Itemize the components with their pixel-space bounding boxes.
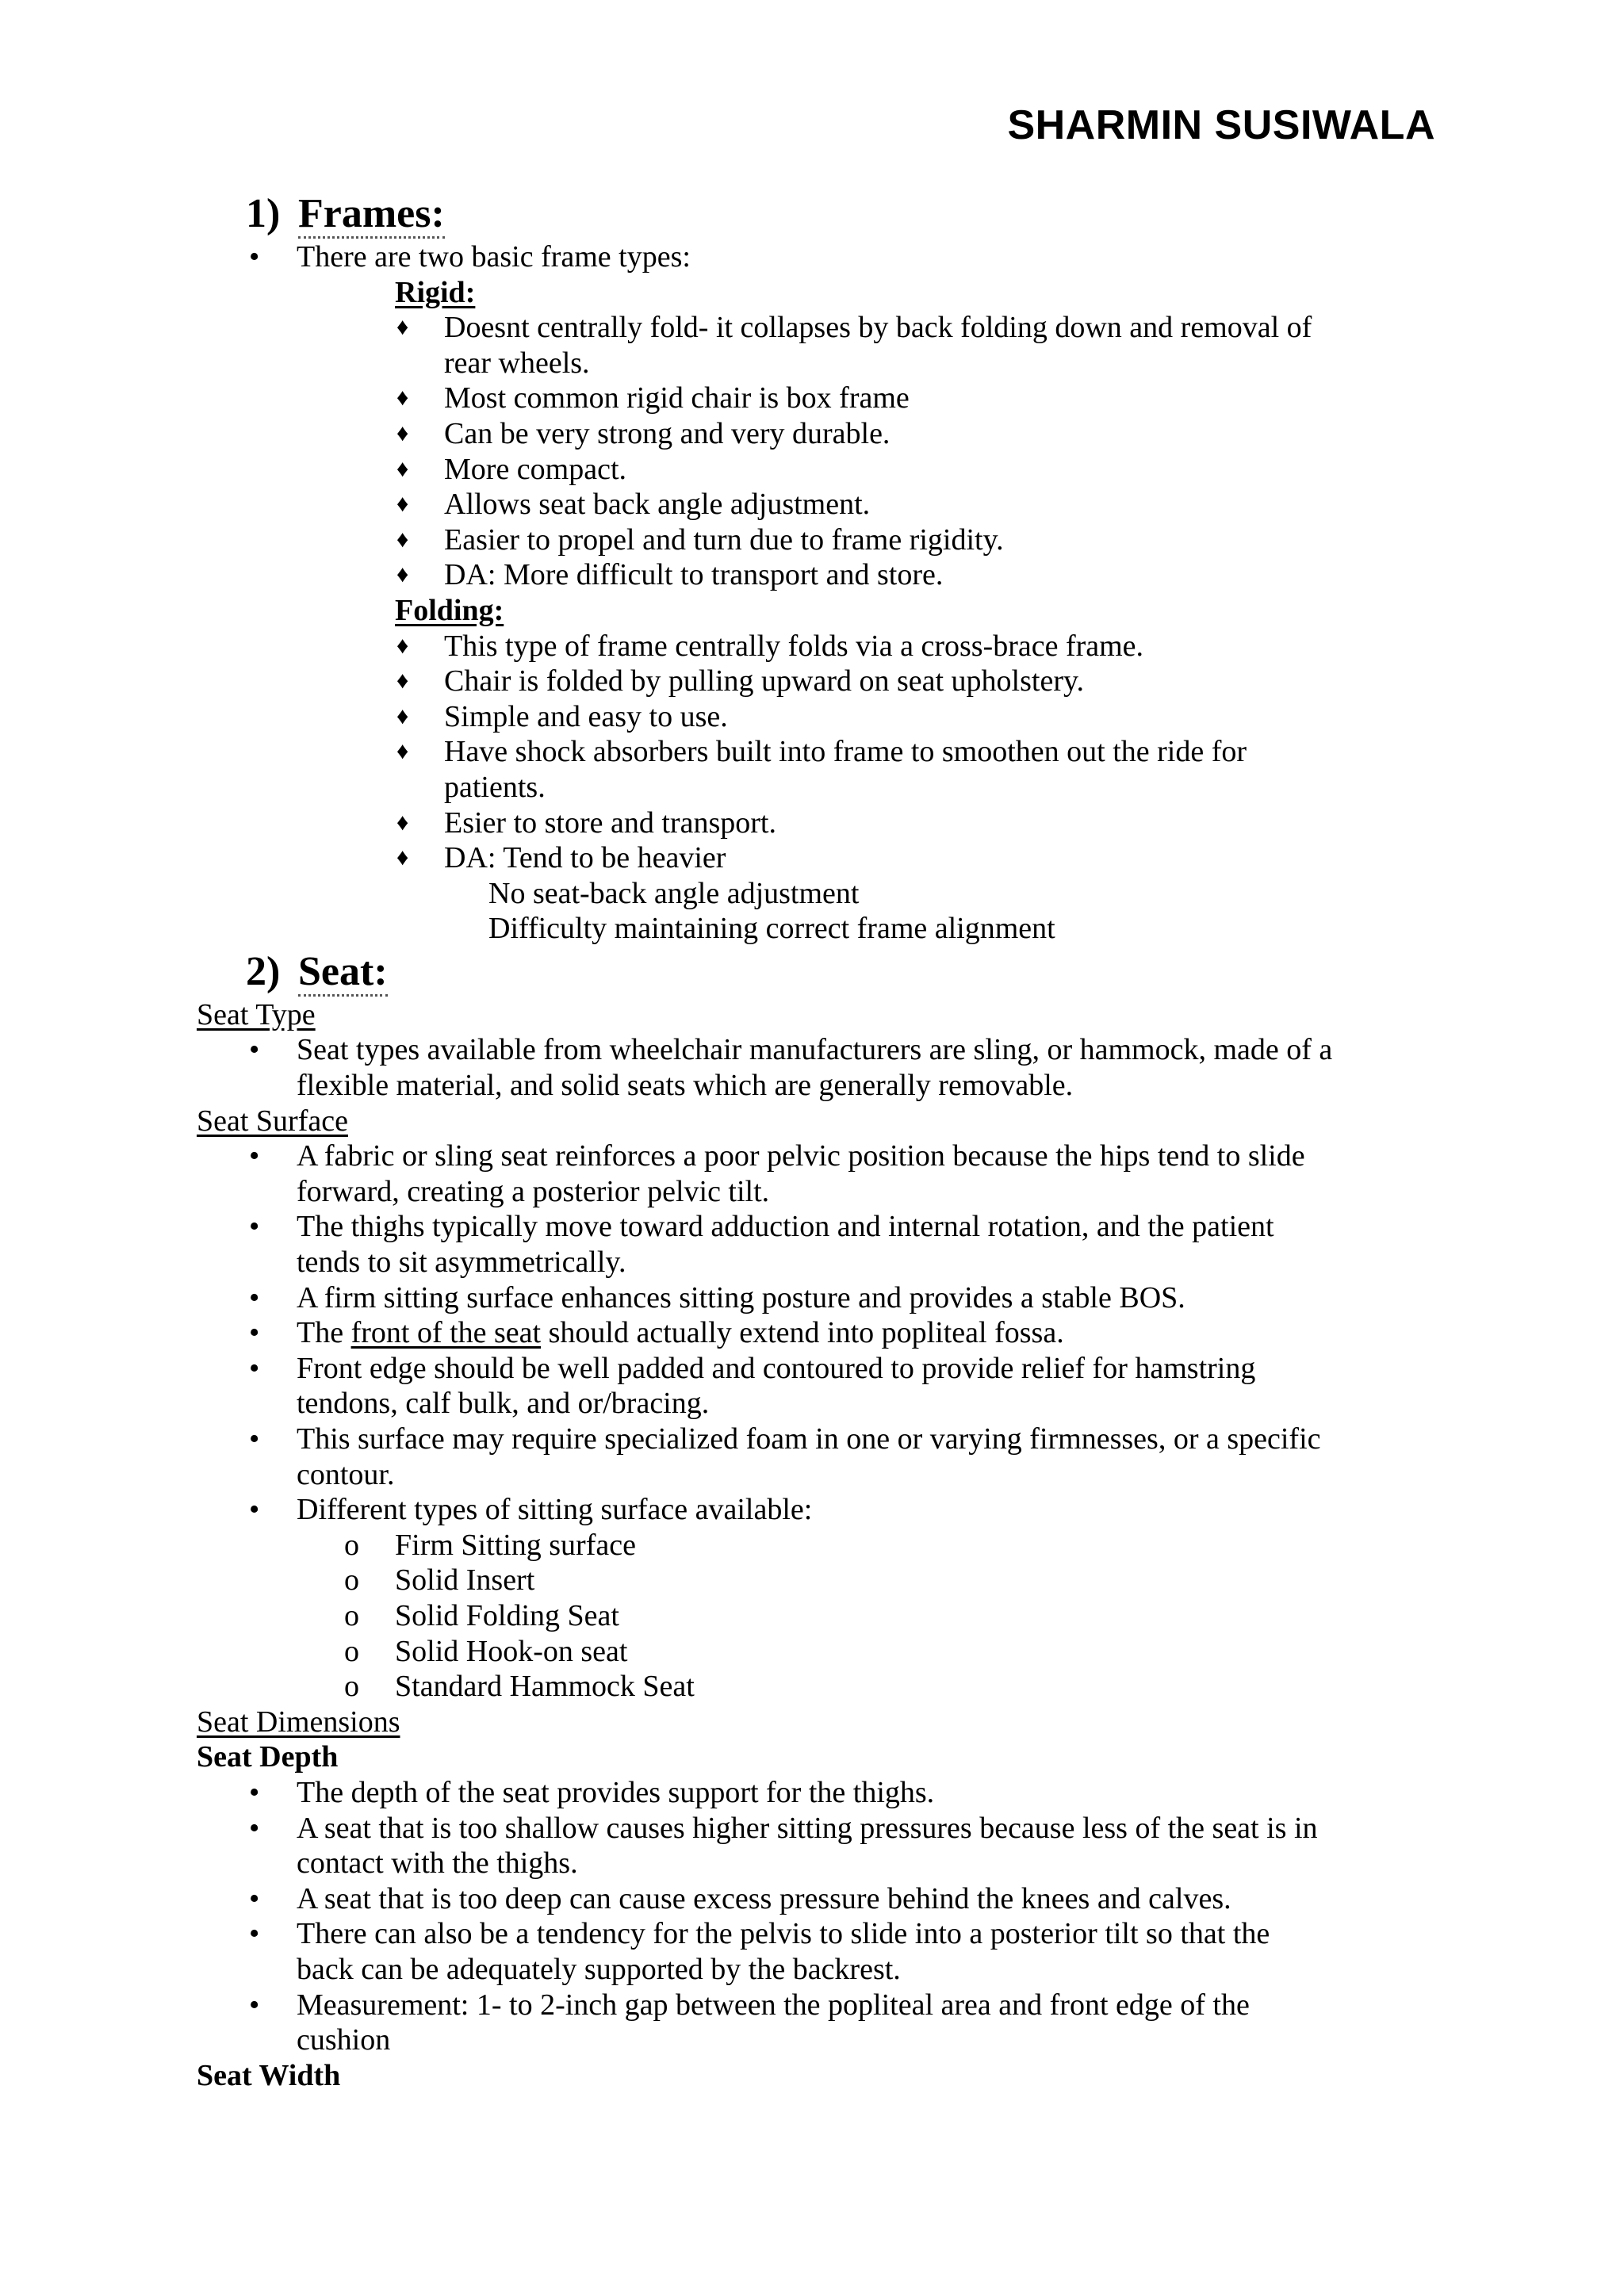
front-of-seat-text: front of the seat [350,1316,542,1350]
frames-list [197,239,1450,275]
list-item: o Standard Hammock Seat [197,1669,1450,1705]
label-seat-surface: Seat Surface [197,1104,348,1138]
list-item: ♦ DA: Tend to be heavier [197,840,1450,876]
seat-type-list [197,1032,1450,1103]
document-content [197,189,1450,2093]
subheading-folding: Folding: [395,593,504,627]
list-item: • Measurement: 1- to 2-inch gap between the popliteal area and front edge of the cushion [197,1988,1450,2058]
folding-list [197,629,1450,876]
list-item: • Front edge should be well padded and contoured to provide relief for hamstring tendons, calf bulk, and or/bracing. [197,1351,1450,1422]
list-item: ♦ Esier to store and transport. [197,806,1450,841]
list-item: o Solid Hook-on seat [197,1634,1450,1670]
section-number: 2) [246,948,281,994]
list-item: o Firm Sitting surface [197,1528,1450,1563]
label-seat-type: Seat Type [197,997,316,1031]
continuation-line: Difficulty maintaining correct frame alignment [488,912,1055,946]
section-title: Frames: [298,191,445,239]
continuation-line: No seat-back angle adjustment [488,876,860,910]
seat-surface-list [197,1138,1450,1528]
subheading-rigid: Rigid: [395,275,476,309]
list-item: ♦ Allows seat back angle adjustment. [197,487,1450,522]
list-item: • A seat that is too deep can cause excess pressure behind the knees and calves. [197,1881,1450,1917]
list-item: • The thighs typically move toward adduction and internal rotation, and the patient tends to sit asymmetrically. [197,1209,1450,1280]
section-title: Seat: [298,949,388,997]
list-item: ♦ Easier to propel and turn due to frame rigidity. [197,522,1450,558]
list-item: • A fabric or sling seat reinforces a poor pelvic position because the hips tend to slide forward, creating a posterior pelvic tilt. [197,1138,1450,1209]
list-item: • The depth of the seat provides support for the thighs. [197,1775,1450,1811]
list-item: ♦ Chair is folded by pulling upward on seat upholstery. [197,664,1450,699]
seat-depth-list [197,1775,1450,2058]
list-item: • Seat types available from wheelchair manufacturers are sling, or hammock, made of a flexible material, and solid seats which are generally removable. [197,1032,1450,1103]
list-item: o Solid Insert [197,1563,1450,1598]
label-seat-dimensions: Seat Dimensions [197,1705,400,1739]
surface-types-list [197,1528,1450,1705]
list-item: • A firm sitting surface enhances sitting posture and provides a stable BOS. [197,1280,1450,1316]
label-seat-depth: Seat Depth [197,1740,339,1774]
list-item: • There can also be a tendency for the pelvis to slide into a posterior tilt so that the back can be adequately supported by the backrest. [197,1916,1450,1987]
list-item: ♦ Most common rigid chair is box frame [197,381,1450,416]
list-item: ♦ This type of frame centrally folds via a cross-brace frame. [197,629,1450,664]
list-item: o Solid Folding Seat [197,1598,1450,1634]
list-item: • There are two basic frame types: [197,239,1450,275]
section-number: 1) [246,191,281,236]
list-item: ♦ Simple and easy to use. [197,699,1450,735]
list-item: • Different types of sitting surface available: [197,1492,1450,1528]
list-item: ♦ Doesnt centrally fold- it collapses by back folding down and removal of rear wheels. [197,310,1450,381]
list-item: ♦ Have shock absorbers built into frame to smoothen out the ride for patients. [197,734,1450,805]
rigid-list [197,310,1450,593]
section-heading-frames [246,189,1450,239]
list-item: ♦ DA: More difficult to transport and store. [197,557,1450,593]
list-item: ♦ Can be very strong and very durable. [197,416,1450,452]
section-heading-seat [246,947,1450,997]
list-item: • This surface may require specialized foam in one or varying firmnesses, or a specific contour. [197,1422,1450,1492]
list-item: • A seat that is too shallow causes higher sitting pressures because less of the seat is in contact with the thighs. [197,1811,1450,1881]
list-item: ♦ More compact. [197,452,1450,488]
label-seat-width: Seat Width [197,2058,341,2092]
list-item: • The front of the seat should actually extend into popliteal fossa. [197,1315,1450,1351]
author-header: SHARMIN SUSIWALA [1007,102,1435,148]
